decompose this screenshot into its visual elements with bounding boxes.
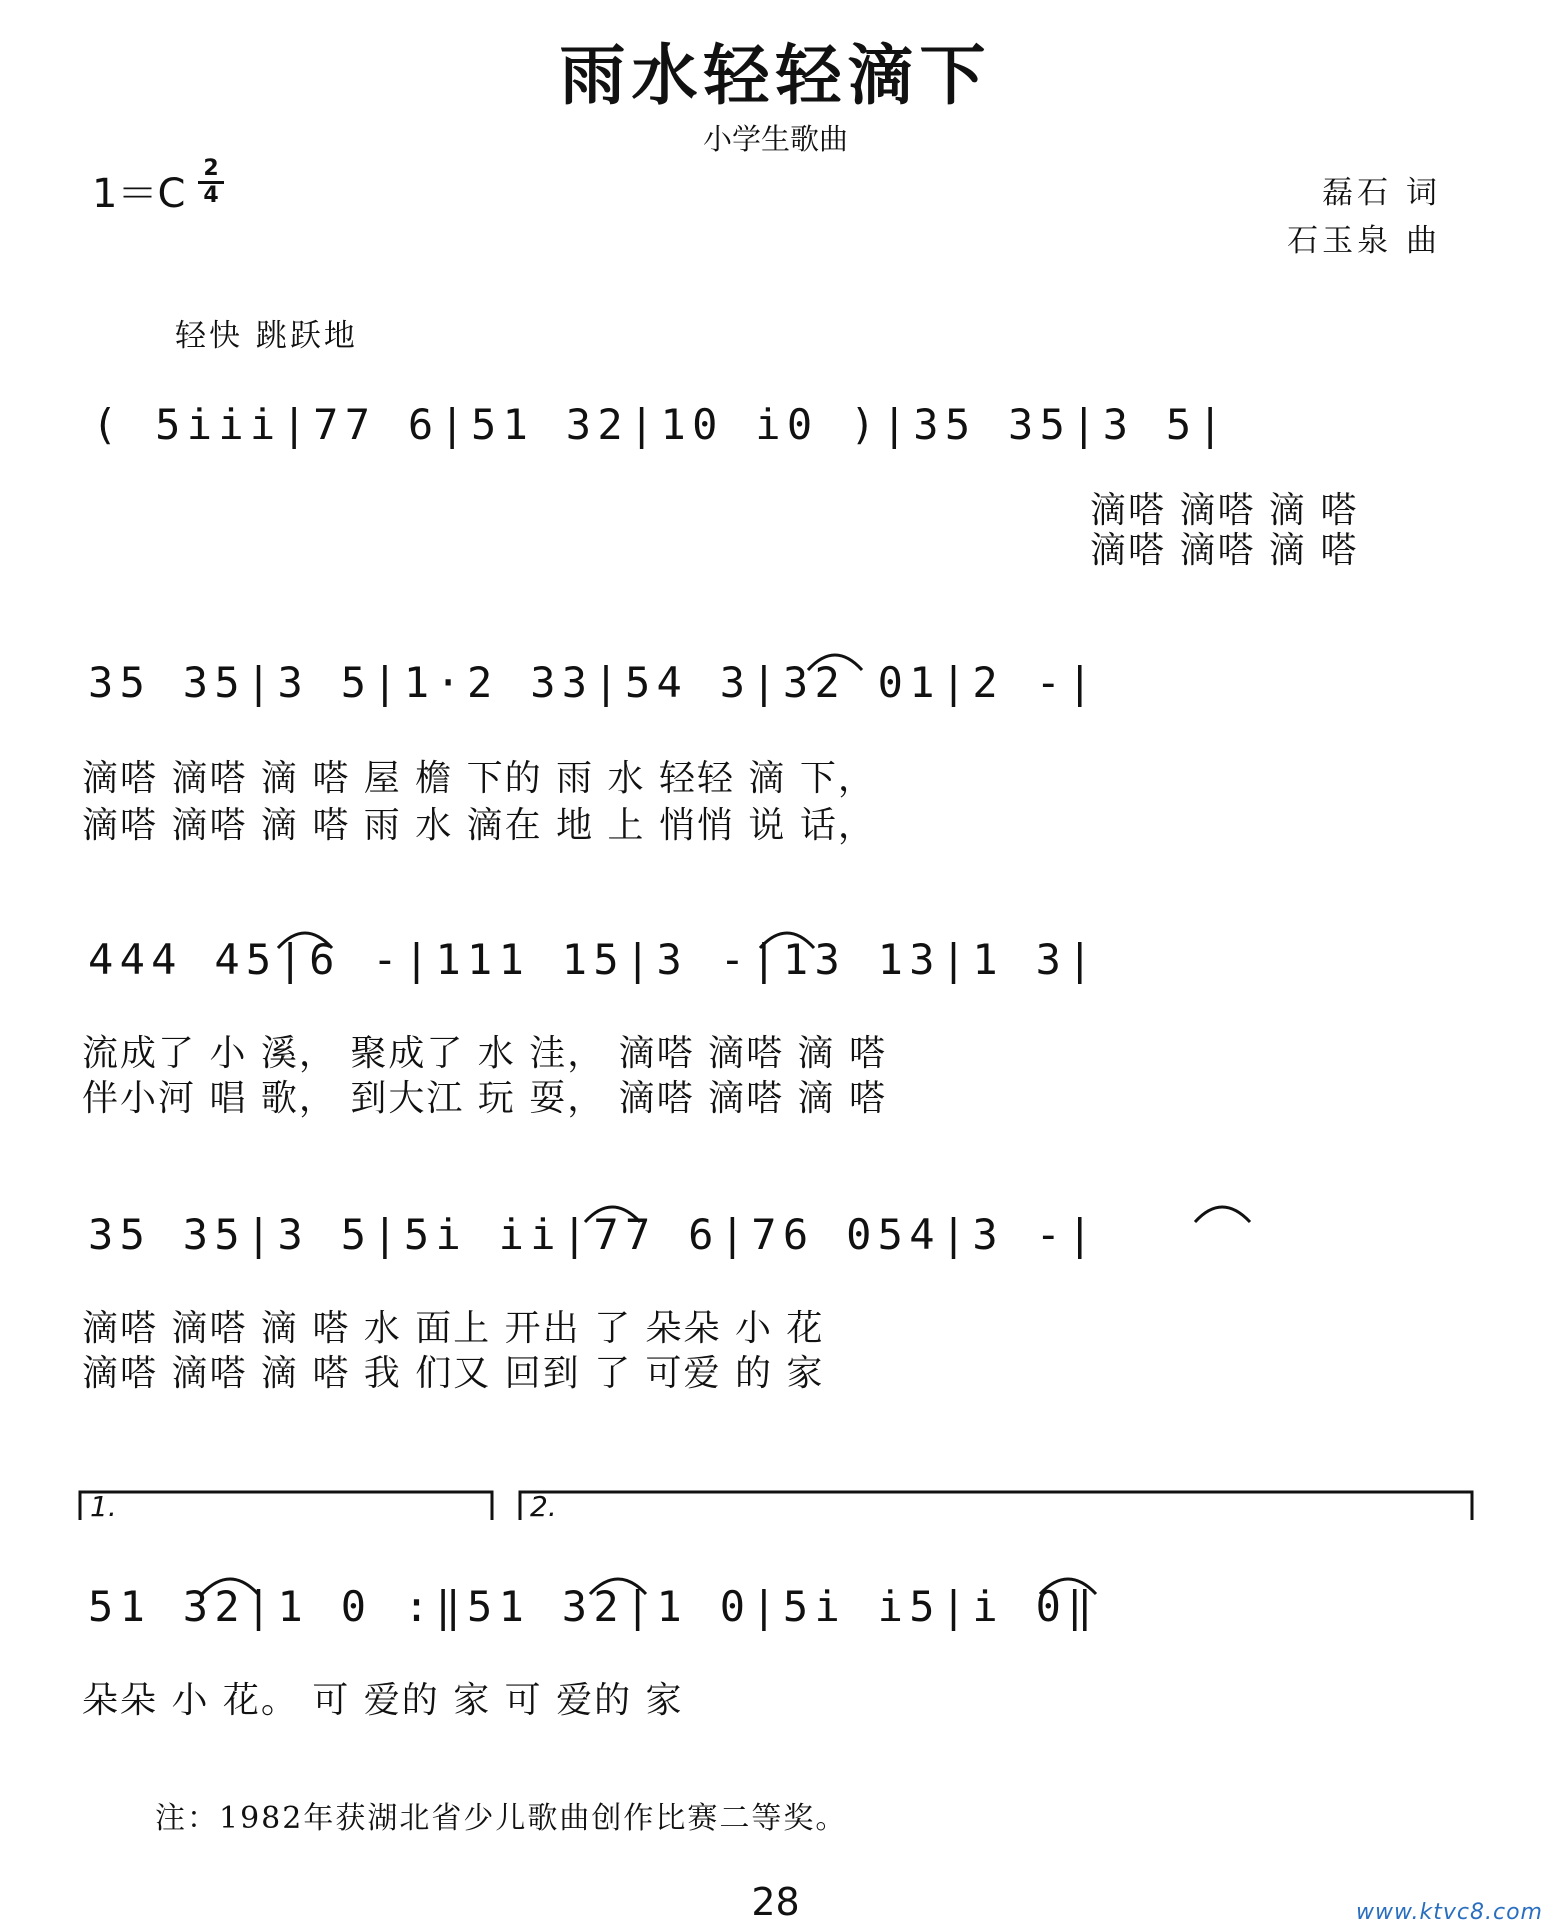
song-subtitle: 小学生歌曲 <box>702 122 848 156</box>
notation-line-4: 35 35|3 5|5i̇ i̇i̇|77 6|76 054|3 -| <box>88 1210 1099 1259</box>
lyric-line-5: 朵朵 小 花。 可 爱的 家 可 爱的 家 <box>82 1680 684 1721</box>
lyric-line-4-verse-1: 滴嗒 滴嗒 滴 嗒 水 面上 开出 了 朵朵 小 花 <box>82 1308 825 1349</box>
volta-1-bracket <box>80 1492 492 1520</box>
slur <box>760 933 814 948</box>
slur <box>202 1579 258 1594</box>
footnote: 注：1982年获湖北省少儿歌曲创作比赛二等奖。 <box>155 1801 848 1836</box>
notation-line-3: 444 45|6 -|111 15|3 -|13 13|1 3| <box>88 935 1099 984</box>
slur <box>1195 1207 1250 1222</box>
slur <box>590 1579 646 1594</box>
lyricist-credit: 磊石 词 <box>1322 175 1441 211</box>
tempo-marking: 轻快 跳跃地 <box>175 318 358 354</box>
lyric-line-1-verse-2: 滴嗒 滴嗒 滴 嗒 <box>1090 530 1359 571</box>
slur <box>278 933 332 948</box>
watermark: www.ktvc8.com <box>1355 1900 1543 1925</box>
time-signature-bottom: 4 <box>203 183 219 208</box>
lyric-line-3-verse-1: 流成了 小 溪， 聚成了 水 洼， 滴嗒 滴嗒 滴 嗒 <box>82 1033 887 1074</box>
lyric-line-4-verse-2: 滴嗒 滴嗒 滴 嗒 我 们又 回到 了 可爱 的 家 <box>82 1353 825 1394</box>
lyric-line-3-verse-2: 伴小河 唱 歌， 到大江 玩 耍， 滴嗒 滴嗒 滴 嗒 <box>82 1078 887 1119</box>
key-signature: 1＝C <box>92 171 186 217</box>
volta-2-bracket <box>520 1492 1472 1520</box>
composer-credit: 石玉泉 曲 <box>1287 223 1441 259</box>
volta-2-label: 2. <box>530 1490 557 1523</box>
lyric-line-2-verse-1: 滴嗒 滴嗒 滴 嗒 屋 檐 下的 雨 水 轻轻 滴 下， <box>82 758 876 799</box>
slur <box>808 655 862 670</box>
notation-line-5: 51 32|1 0 :‖51 32|1 0|5i̇ i̇5|i̇ 0‖ <box>88 1582 1099 1631</box>
volta-1-label: 1. <box>90 1490 117 1523</box>
page-number: 28 <box>751 1880 800 1924</box>
slur <box>585 1207 640 1222</box>
notation-line-1: ( 5i̇i̇i̇|77 6|51 32|10 i̇0 )|35 35|3 5| <box>92 400 1230 449</box>
time-signature-top: 2 <box>203 156 219 181</box>
notation-line-2: 35 35|3 5|1·2 33|54 3|32 01|2 -| <box>88 658 1099 707</box>
slur <box>1040 1579 1096 1594</box>
lyric-line-2-verse-2: 滴嗒 滴嗒 滴 嗒 雨 水 滴在 地 上 悄悄 说 话， <box>82 805 876 846</box>
lyric-line-1-verse-1: 滴嗒 滴嗒 滴 嗒 <box>1090 490 1359 531</box>
song-title: 雨水轻轻滴下 <box>559 36 992 114</box>
